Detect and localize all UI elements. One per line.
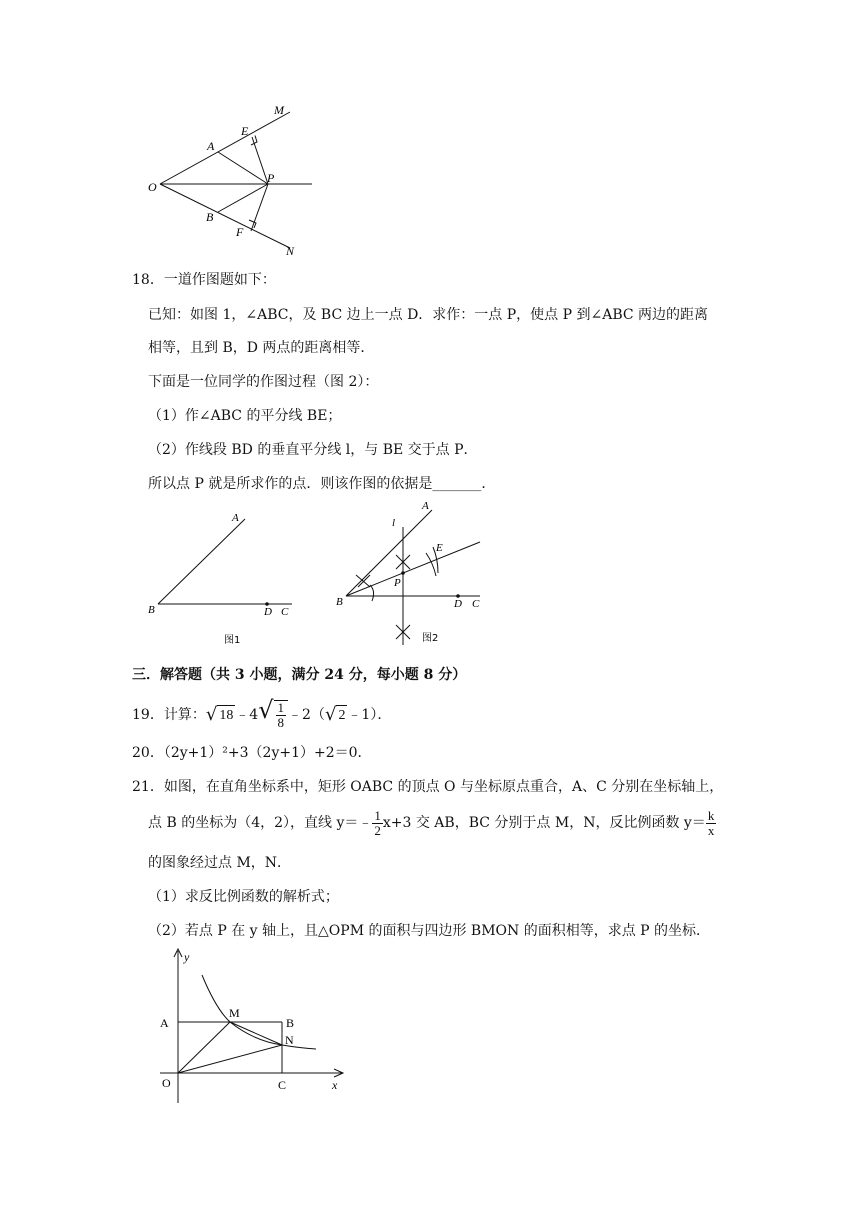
label-o: O: [148, 180, 157, 194]
q20: [132, 743, 372, 763]
q21-line3: 的图象经过点 M，N．: [148, 855, 292, 871]
label-b: B: [206, 210, 214, 224]
fig21-label-x: x: [332, 1078, 338, 1092]
frac-den: 2: [374, 822, 381, 838]
segment-ep: [252, 137, 268, 184]
frac-one-half: [372, 809, 383, 838]
fig2-label-l: l: [392, 517, 396, 529]
fig2-label-a: A: [422, 500, 429, 512]
fig21-label-m: M: [229, 1006, 240, 1020]
sqrt-18-value: 18: [217, 705, 235, 726]
sqrt-2-value: 2: [336, 705, 347, 726]
fig2-label-d: D: [454, 598, 462, 610]
fig2-label-p: P: [394, 577, 401, 589]
label-e: E: [241, 124, 249, 138]
label-f: F: [236, 225, 244, 239]
segment-fp: [251, 184, 268, 231]
figure-1: [140, 505, 300, 650]
q18-process-intro: 下面是一位同学的作图过程（图 2）：: [148, 374, 379, 390]
arc-e1: [426, 553, 436, 576]
fig1-label-a: A: [232, 512, 239, 524]
fig1-caption: 图1: [224, 635, 241, 646]
sqrt-18: √ 18: [205, 703, 234, 725]
q18-given-line2: 相等，且到 B，D 两点的距离相等．: [148, 340, 375, 356]
figure-coordinate: [150, 945, 360, 1105]
q18-title-text: 一道作图题如下：: [163, 272, 276, 288]
fig1-label-c: C: [281, 606, 289, 618]
section-3-title: 三．解答题（共 3 小题，满分 24 分，每小题 8 分）: [132, 667, 467, 683]
fig2-label-e: E: [436, 542, 443, 554]
q21-line1-text: 如图，在直角坐标系中，矩形 OABC 的顶点 O 与坐标原点重合，A、C 分别在坐标轴上，: [163, 779, 724, 795]
fig21-label-o: O: [162, 1076, 171, 1090]
q20-equation: （2y+1）²+3（2y+1）+2＝0．: [163, 745, 372, 761]
q18-number: 18．: [132, 272, 164, 288]
fig21-label-n: N: [285, 1033, 294, 1047]
q19-minus4: ﹣4: [235, 707, 259, 723]
segment-om: [178, 1022, 230, 1073]
q21-number: 21．: [132, 779, 164, 795]
q21-line2: [148, 805, 716, 841]
frac-x: x: [707, 822, 715, 838]
q18-title: [132, 270, 276, 290]
frac-denominator: 8: [277, 715, 285, 730]
hyperbola-curve: [202, 975, 316, 1049]
q21-part2: （2）若点 P 在 y 轴上，且△OPM 的面积与四边形 BMON 的面积相等，求点 P 的坐标．: [148, 923, 711, 939]
q20-number: 20．: [132, 745, 164, 761]
q18-step1: （1）作∠ABC 的平分线 BE；: [148, 408, 342, 424]
ray-on: [160, 184, 290, 248]
q21-line2-b: x+3 交 AB，BC 分别于点 M，N，反比例函数 y＝: [382, 815, 706, 831]
q19-number: 19．: [132, 707, 164, 723]
sqrt-frac: √ $\frac{1}{8}$: [258, 700, 288, 730]
fig21-label-a: A: [160, 1016, 169, 1030]
arc-b: [370, 585, 374, 601]
q21-part1: （1）求反比例函数的解析式；: [148, 889, 339, 905]
q21-line1: [132, 777, 723, 797]
frac-num: 1: [374, 807, 381, 823]
label-n: N: [286, 244, 295, 258]
fig21-label-b: B: [286, 1016, 295, 1030]
frac-numerator: 1: [277, 700, 285, 715]
q19-suffix: ﹣1）．: [347, 707, 392, 723]
ray-ba: [158, 519, 245, 604]
q18-conclusion: 所以点 P 就是所求作的点．则该作图的依据是_______．: [148, 476, 496, 492]
ray-be: [346, 542, 480, 596]
frac-k-over-x: [706, 809, 717, 838]
q19-minus2: ﹣2（: [288, 707, 325, 723]
label-p: P: [267, 171, 275, 185]
segment-mn: [230, 1022, 282, 1045]
label-m: M: [274, 103, 284, 117]
segment-ap: [218, 152, 268, 184]
fig2-caption: 图2: [422, 633, 439, 644]
fig2-label-c: C: [472, 598, 480, 610]
q18-step2: （2）作线段 BD 的垂直平分线 l，与 BE 交于点 P．: [148, 442, 478, 458]
figure-angle-bisector: [140, 100, 340, 260]
q21-line2-a: 点 B 的坐标为（4，2），直线 y＝﹣: [148, 815, 373, 831]
q19-prefix: 计算：: [163, 707, 206, 723]
fig1-label-b: B: [148, 604, 155, 616]
fig2-label-b: B: [336, 596, 343, 608]
q18-given-line1: 已知：如图 1，∠ABC，及 BC 边上一点 D．求作：一点 P，使点 P 到∠ABC 两边的距离: [148, 307, 709, 323]
ray-ba: [346, 510, 432, 596]
fig21-label-c: C: [278, 1078, 287, 1092]
fig21-label-y: y: [184, 950, 190, 964]
point-p: [401, 571, 405, 575]
figure-2: [330, 497, 490, 649]
frac-k: k: [707, 807, 715, 823]
sqrt-2: √ 2: [324, 703, 346, 725]
fig1-label-d: D: [264, 606, 272, 618]
right-angle-e: [251, 136, 257, 146]
q19: [132, 696, 392, 730]
segment-bp: [218, 184, 268, 212]
segment-on: [178, 1045, 282, 1073]
label-a: A: [207, 139, 215, 153]
